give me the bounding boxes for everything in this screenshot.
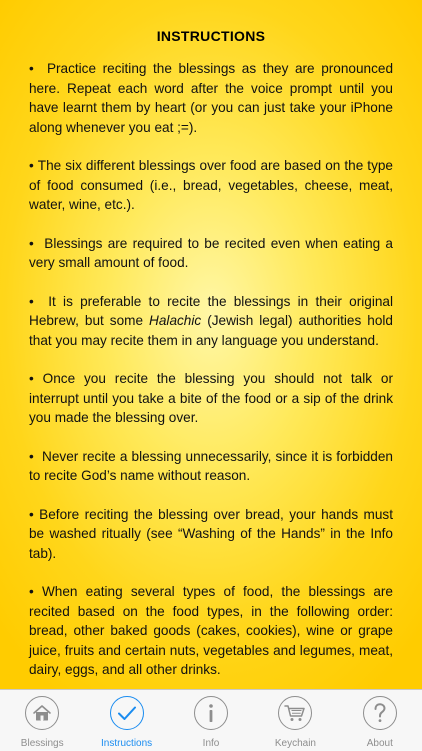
paragraph-text: Once you recite the blessing you should not talk or interrupt until you take a bite of the food or a sip of the drink you made the blessing over. bbox=[29, 371, 393, 425]
tab-label: About bbox=[366, 738, 393, 749]
paragraph-text: When eating several types of food, the blessings are recited based on the food types, in the following order: bread, other baked goods (cakes, cookies), wine or grape juice, fruits and certain nuts, vegetables and legumes, meat, dairy, eggs, and all other drinks. bbox=[29, 584, 393, 677]
tab-instructions[interactable] bbox=[84, 690, 168, 751]
tab-bar bbox=[0, 689, 422, 751]
page-title: INSTRUCTIONS bbox=[156, 28, 266, 44]
tab-label: Instructions bbox=[101, 738, 153, 749]
bullet: • bbox=[29, 371, 34, 386]
shopping-cart-icon bbox=[278, 696, 312, 730]
paragraph-text: Before reciting the blessing over bread, your hands must be washed ritually (see “Washing of the Hands” in the Info tab). bbox=[29, 506, 393, 561]
bullet: • bbox=[29, 448, 34, 464]
tab-label: Info bbox=[202, 738, 220, 749]
tab-about[interactable] bbox=[338, 690, 422, 751]
paragraph-italic-term: Halachic bbox=[149, 313, 202, 328]
paragraph-text: Practice reciting the blessings as they are pronounced here. Repeat each word after the voice prompt until you have learnt them by heart (or you can just take your iPhone along whenever you eat ;=). bbox=[29, 61, 394, 135]
bullet: • bbox=[29, 584, 34, 599]
paragraph-text: It is preferable to recite the blessings in their original Hebrew, but some bbox=[29, 293, 393, 328]
paragraph-text: Blessings are required to be recited even when eating a very small amount of food. bbox=[29, 235, 393, 270]
instruction-paragraph bbox=[29, 447, 393, 486]
instruction-paragraph bbox=[29, 234, 393, 273]
checkmark-icon bbox=[110, 696, 144, 730]
bullet: • bbox=[29, 158, 34, 173]
tab-label: Keychain bbox=[274, 738, 316, 749]
instruction-paragraph bbox=[29, 505, 393, 564]
paragraph-text: Never recite a blessing unnecessarily, since it is forbidden to recite God’s name without reason. bbox=[29, 448, 393, 483]
instruction-paragraph bbox=[29, 156, 393, 215]
tab-blessings[interactable] bbox=[0, 690, 84, 751]
tab-label: Blessings bbox=[20, 738, 64, 749]
instruction-paragraph bbox=[29, 59, 393, 137]
instruction-paragraph bbox=[29, 369, 393, 428]
tab-keychain[interactable] bbox=[253, 690, 337, 751]
bullet: • bbox=[29, 61, 34, 76]
question-mark-icon bbox=[363, 696, 397, 730]
tab-info[interactable] bbox=[169, 690, 253, 751]
instruction-paragraph bbox=[29, 582, 393, 680]
instruction-paragraph bbox=[29, 292, 393, 351]
paragraph-text: (Jewish legal) authorities hold that you may recite them in any language you understand. bbox=[29, 313, 393, 348]
info-icon bbox=[194, 696, 228, 730]
bullet: • bbox=[29, 506, 34, 522]
bullet: • bbox=[29, 235, 34, 251]
bullet: • bbox=[29, 293, 34, 309]
home-icon bbox=[25, 696, 59, 730]
paragraph-text: The six different blessings over food are based on the type of food consumed (i.e., bread, vegetables, cheese, meat, water, wine, etc.). bbox=[29, 158, 393, 212]
